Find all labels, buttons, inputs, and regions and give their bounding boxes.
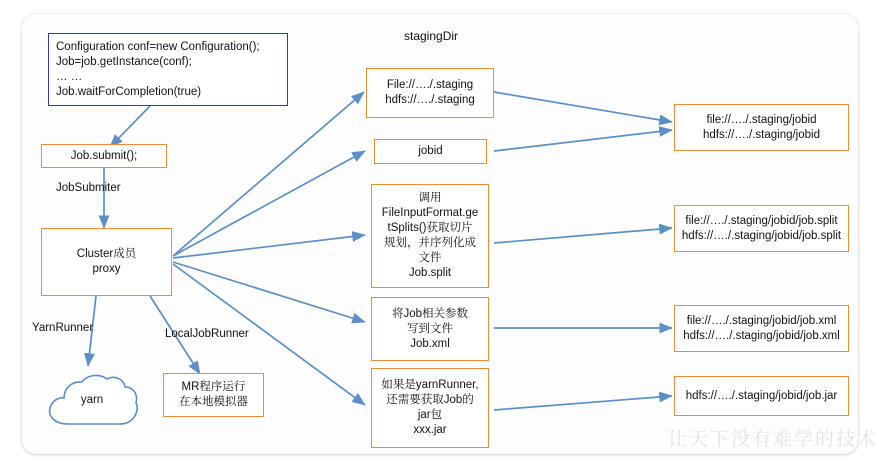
split-desc-line-3: tSplits()获取切片 [387,222,473,234]
node-out-jar [674,376,849,416]
out-jar-line-1: hdfs://…./.staging/jobid/job.jar [685,389,838,402]
split-desc-line-7: Job.split [408,267,452,279]
job-xml-desc-line-4: Job.xml [410,337,450,350]
node-job-submit [41,144,167,168]
node-config-code [48,33,288,106]
staging-dir-title: stagingDir [404,29,459,43]
config-code-line-1: Configuration conf=new Configuration(); [56,40,260,53]
node-jobid [374,139,487,164]
node-job-xml-desc [371,297,489,361]
out-xml-line-2: hdfs://…./.staging/jobid/job.xml [683,329,840,342]
out-split-line-2: hdfs://…./.staging/jobid/job.split [681,229,842,242]
watermark-text: 让天下没有难学的技术 [668,428,879,450]
yarn-cloud-label: yarn [80,394,104,406]
staging-paths-line-2: hdfs://…./.staging [385,94,475,106]
node-cluster-proxy [41,228,172,296]
node-job-jar-desc [371,368,489,448]
split-desc-line-2: FileInputFormat.ge [381,207,479,219]
local-runner-line-1: MR程序运行 [181,381,246,393]
split-desc-line-4: 规划，并序列化成 [384,237,476,249]
config-code-line-3: … … [56,70,83,83]
edge-label-job-submitter: JobSubmiter [56,182,121,194]
node-out-jobid [674,104,849,151]
node-split-desc [371,184,489,288]
edge-label-local-job-runner: LocalJobRunner [165,328,249,340]
staging-paths-line-1: File://…./.staging [386,79,474,91]
cluster-proxy-line-2: proxy [92,263,121,275]
job-jar-desc-line-3: jar包 [417,409,443,421]
split-desc-line-5: 文件 [418,252,442,264]
out-jobid-line-2: hdfs://…./.staging/jobid [703,128,820,141]
node-yarn-cloud [44,370,140,432]
out-xml-line-1: file://…./.staging/jobid/job.xml [686,314,837,327]
out-jobid-line-1: file://…./.staging/jobid [706,113,817,126]
config-code-line-4: Job.waitForCompletion(true) [56,85,202,98]
node-local-runner-box [163,373,264,417]
job-xml-desc-line-1: 将Job相关参数 [391,307,469,320]
node-staging-paths [366,68,494,118]
job-xml-desc-line-2: 写到文件 [407,322,453,335]
job-submit-label: Job.submit(); [70,149,138,162]
edge-label-yarn-runner: YarnRunner [32,322,94,334]
node-out-xml [674,305,849,352]
local-runner-line-2: 在本地模拟器 [179,396,248,408]
out-split-line-1: file://…./.staging/jobid/job.split [685,214,838,227]
job-jar-desc-line-2: 还需要获取Job的 [386,394,474,406]
node-out-split [674,205,849,252]
cluster-proxy-line-1: Cluster成员 [76,248,137,260]
config-code-line-2: Job=job.getInstance(conf); [56,55,192,68]
split-desc-line-1: 调用 [418,192,442,204]
job-jar-desc-line-1: 如果是yarnRunner, [381,379,479,391]
job-jar-desc-line-5: xxx.jar [413,424,447,436]
jobid-label: jobid [418,145,443,157]
